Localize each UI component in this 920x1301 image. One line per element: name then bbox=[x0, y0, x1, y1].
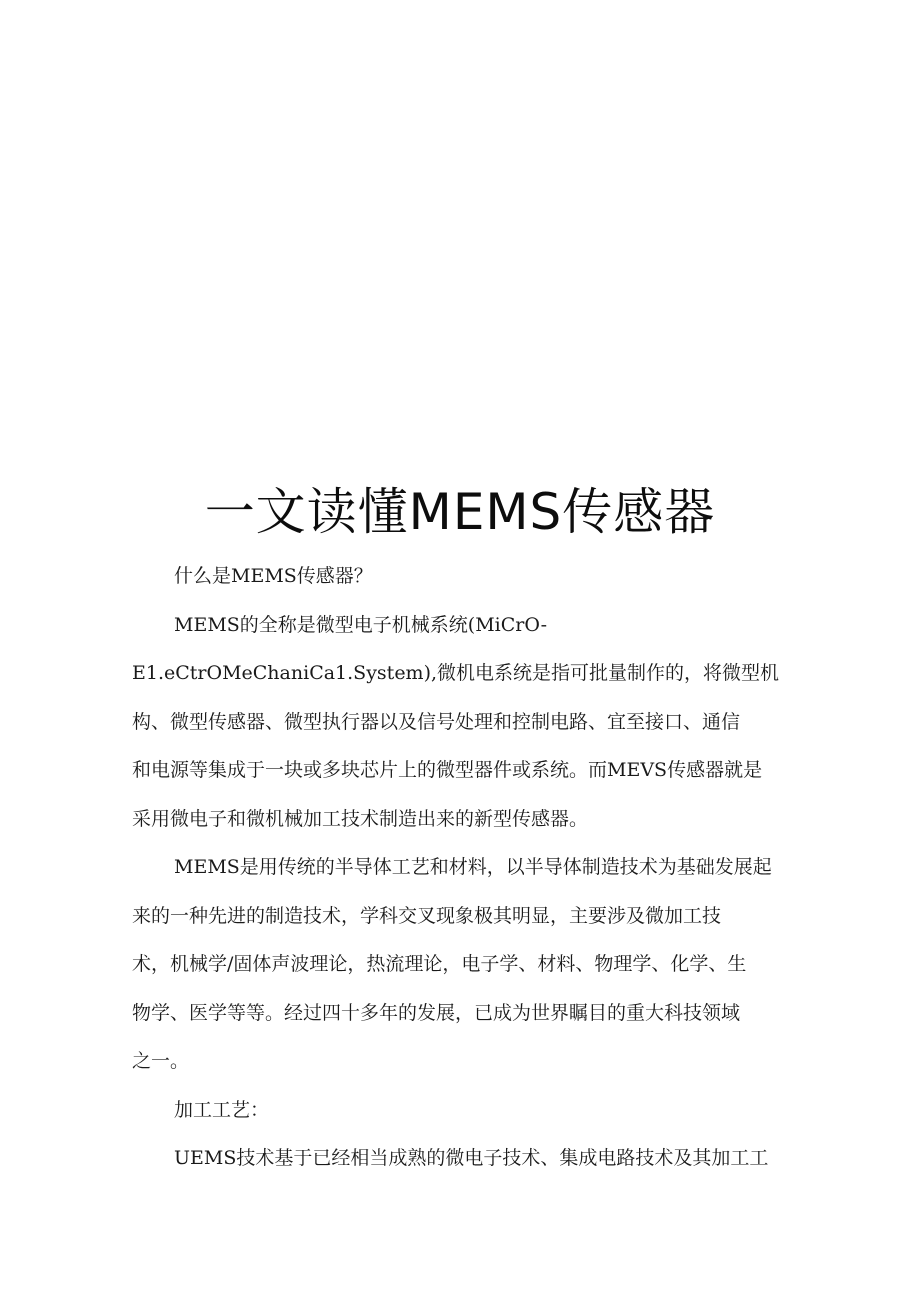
paragraph-line: 什么是MEMS传感器？ bbox=[174, 565, 373, 587]
paragraph-line: 术，机械学/固体声波理论，热流理论，电子学、材料、物理学、化学、生 bbox=[132, 953, 747, 975]
paragraph-line: 采用微电子和微机械加工技术制造出来的新型传感器。 bbox=[132, 807, 589, 830]
paragraph-line: 物学、医学等等。经过四十多年的发展，已成为世界瞩目的重大科技领域 bbox=[132, 1001, 741, 1024]
paragraph-line: MEMS是用传统的半导体工艺和材料，以半导体制造技术为基础发展起 bbox=[174, 856, 772, 878]
paragraph-line: UEMS技术基于已经相当成熟的微电子技术、集成电路技术及其加工工 bbox=[174, 1147, 769, 1169]
paragraph-line: MEMS的全称是微型电子机械系统(MiCrO- bbox=[174, 613, 548, 636]
paragraph-line: 构、微型传感器、微型执行器以及信号处理和控制电路、宜至接口、通信 bbox=[132, 710, 741, 733]
paragraph-mems-technology bbox=[132, 843, 792, 1086]
paragraph-mems-definition bbox=[132, 601, 792, 844]
section-heading-processing bbox=[132, 1086, 792, 1135]
paragraph-line: E1.eCtrOMeChaniCa1.System),微机电系统是指可批量制作的，将微型机 bbox=[132, 662, 780, 684]
paragraph-processing-technology bbox=[132, 1134, 792, 1183]
document-title: 一文读懂MEMS传感器 bbox=[204, 483, 716, 541]
paragraph-line: 加工工艺： bbox=[174, 1098, 270, 1121]
paragraph-line: 来的一种先进的制造技术，学科交叉现象极其明显，主要涉及微加工技 bbox=[132, 904, 722, 927]
paragraph-what-is-mems bbox=[132, 552, 792, 601]
document-body bbox=[132, 552, 792, 1183]
paragraph-line: 之一。 bbox=[132, 1050, 190, 1072]
paragraph-line: 和电源等集成于一块或多块芯片上的微型器件或系统。而MEVS传感器就是 bbox=[132, 759, 763, 781]
